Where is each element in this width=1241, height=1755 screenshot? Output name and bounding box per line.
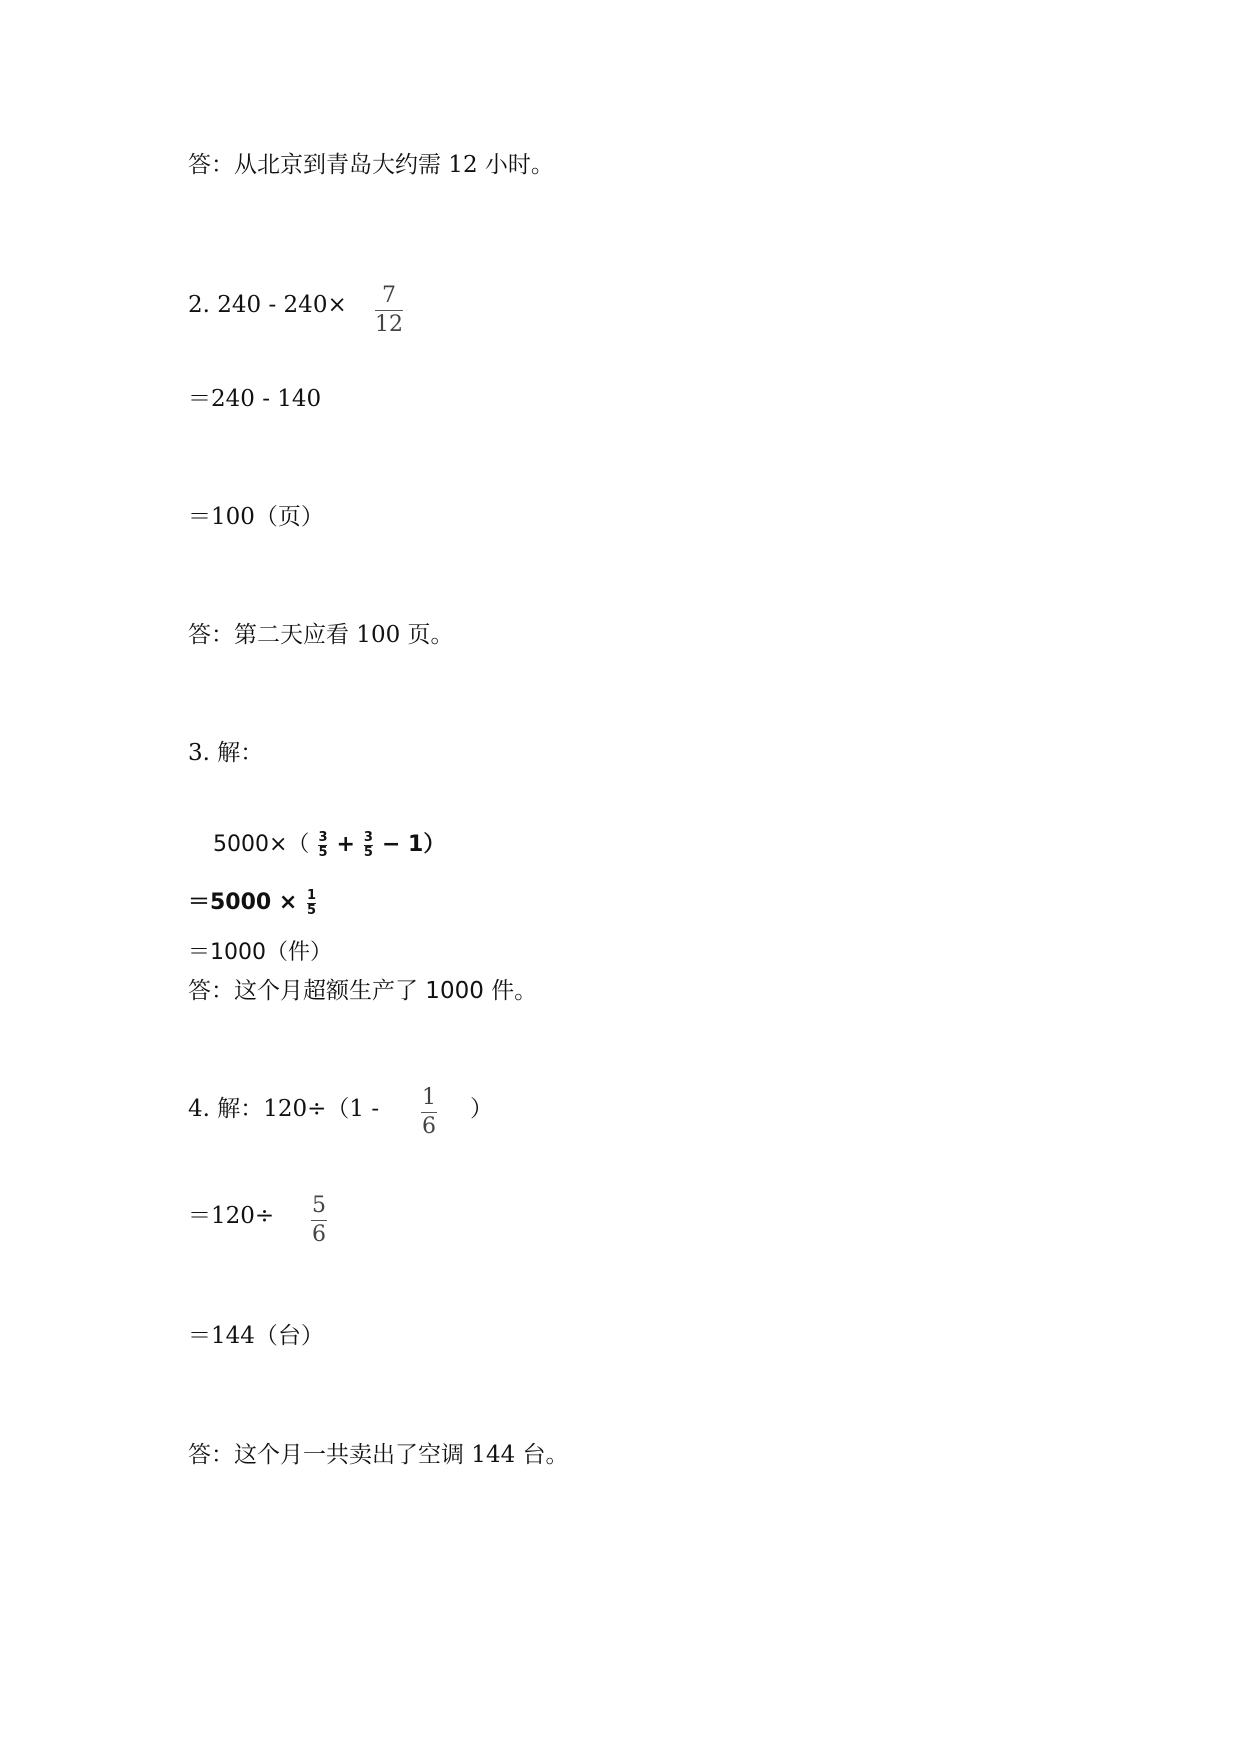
fraction-numerator: 1	[422, 1085, 436, 1110]
fraction-numerator: 3	[363, 829, 373, 845]
answer-text: 答：这个月一共卖出了空调 144 台。	[188, 1442, 569, 1468]
answer-text: 答：第二天应看 100 页。	[188, 622, 454, 648]
q2-step2: ＝100（页）	[188, 504, 324, 530]
fraction-numerator: 1	[307, 887, 317, 903]
fraction-denominator: 6	[422, 1114, 436, 1139]
fraction-bar	[311, 1220, 327, 1221]
fraction-denominator: 5	[318, 844, 328, 860]
expr-tail: − 1）	[381, 832, 446, 857]
fraction	[364, 831, 373, 860]
fraction-bar	[375, 310, 403, 311]
q4-step1-fraction	[311, 1193, 327, 1248]
q4-fraction	[421, 1085, 437, 1140]
fraction	[307, 889, 316, 918]
q4-step2: ＝144（台）	[188, 1323, 324, 1349]
expr-lead: 5000×（	[213, 832, 310, 857]
expr-lead: ＝5000 ×	[188, 890, 298, 915]
fraction-denominator: 12	[375, 312, 403, 337]
fraction	[318, 831, 327, 860]
fraction-bar	[421, 1112, 437, 1113]
fraction-numerator: 3	[318, 829, 328, 845]
answer-text: 答：这个月超额生产了 1000 件。	[188, 978, 538, 1004]
fraction-denominator: 5	[307, 902, 317, 918]
q4-step1: ＝120÷	[188, 1203, 275, 1229]
q4-close-paren: ）	[470, 1096, 493, 1122]
fraction-denominator: 5	[363, 844, 373, 860]
q3-step2: ＝1000（件）	[188, 940, 332, 965]
q3-step1	[188, 888, 318, 918]
q4-expression: 4. 解：120÷（1 -	[188, 1096, 380, 1122]
fraction-numerator: 7	[382, 283, 396, 308]
q3-expression	[213, 830, 445, 860]
fraction-numerator: 5	[312, 1193, 326, 1218]
fraction-denominator: 6	[312, 1222, 326, 1247]
q2-step1: ＝240 - 140	[188, 386, 322, 412]
plus-operator: +	[336, 832, 355, 857]
answer-text: 答：从北京到青岛大约需 12 小时。	[188, 152, 554, 178]
q2-expression: 2. 240 - 240×	[188, 292, 347, 318]
q2-fraction	[375, 283, 403, 338]
q3-label: 3. 解：	[188, 740, 264, 766]
